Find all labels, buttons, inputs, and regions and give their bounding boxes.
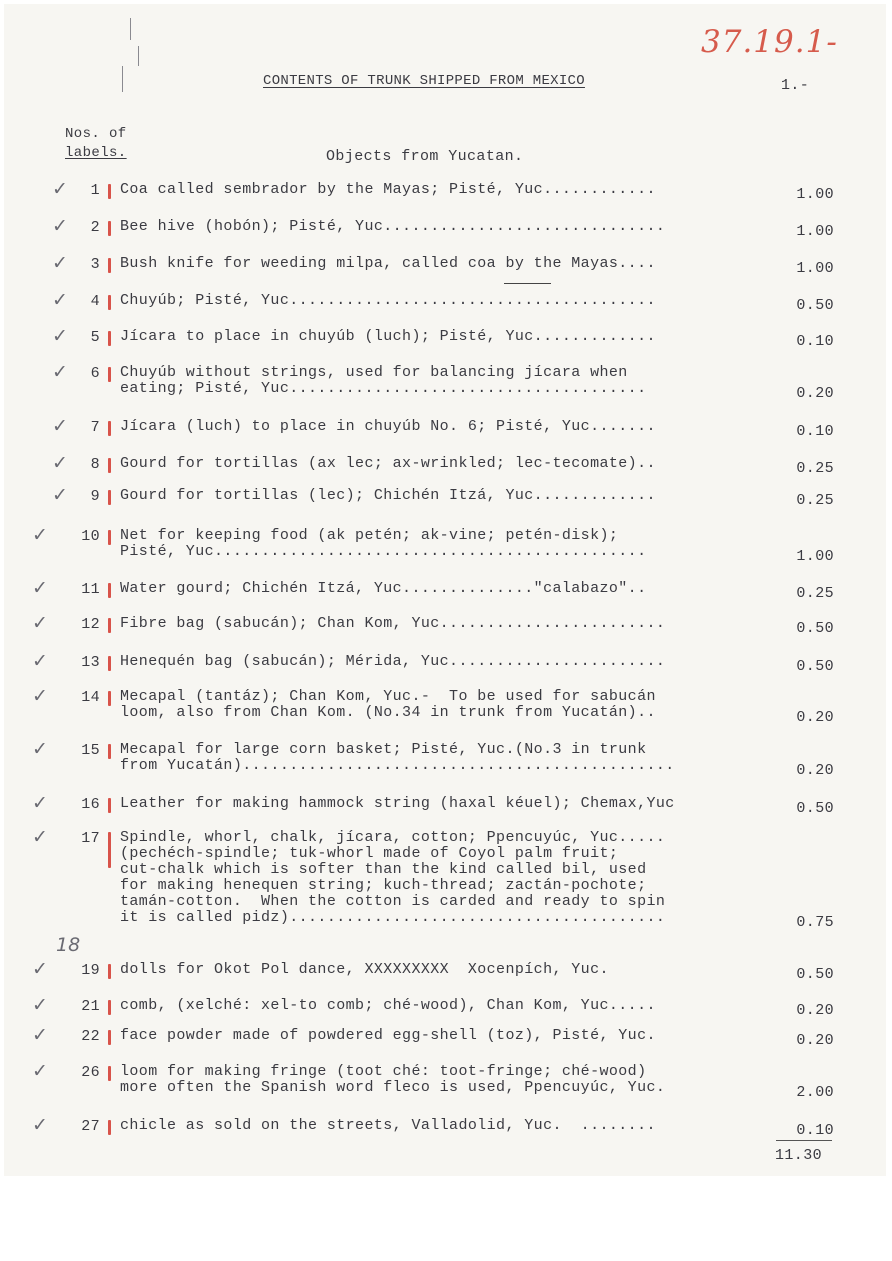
check-mark-icon: ✓ — [52, 361, 69, 383]
item-value: 0.50 — [796, 658, 834, 675]
red-mark — [108, 530, 111, 545]
accession-number: 37.19.1- — [701, 24, 838, 60]
check-mark-icon: ✓ — [32, 612, 49, 634]
item-number: 5 — [90, 329, 100, 346]
item-description: Leather for making hammock string (haxal kéuel); Chemax,Yuc — [120, 795, 675, 812]
handwritten-underline — [504, 283, 551, 284]
item-description: Net for keeping food (ak petén; ak-vine; petén-disk); Pisté, Yuc.............................................. — [120, 527, 647, 560]
item-value: 0.20 — [796, 1002, 834, 1019]
item-description: Water gourd; Chichén Itzá, Yuc.............."calabazo".. — [120, 580, 647, 597]
check-mark-icon: ✓ — [32, 994, 49, 1016]
item-value: 0.20 — [796, 762, 834, 779]
red-mark — [108, 798, 111, 813]
column-header — [65, 125, 127, 163]
item-description: Chuyúb; Pisté, Yuc....................................... — [120, 292, 656, 309]
check-mark-icon: ✓ — [32, 685, 49, 707]
item-value: 0.50 — [796, 966, 834, 983]
sum-line — [776, 1140, 832, 1141]
handwritten-number: 18 — [56, 934, 81, 956]
check-mark-icon: ✓ — [32, 650, 49, 672]
item-description: loom for making fringe (toot ché: toot-fringe; ché-wood) more often the Spanish word fleco is used, Ppencuyúc, Yuc. — [120, 1063, 666, 1096]
item-value: 0.10 — [796, 333, 834, 350]
red-mark — [108, 295, 111, 310]
item-description: Bee hive (hobón); Pisté, Yuc.............................. — [120, 218, 666, 235]
item-description: Gourd for tortillas (ax lec; ax-wrinkled; lec-tecomate).. — [120, 455, 656, 472]
column-header-line1: Nos. of — [65, 126, 127, 142]
check-mark-icon: ✓ — [32, 792, 49, 814]
item-number: 12 — [81, 616, 100, 633]
check-mark-icon: ✓ — [32, 1060, 49, 1082]
check-mark-icon: ✓ — [52, 215, 69, 237]
item-value: 2.00 — [796, 1084, 834, 1101]
check-mark-icon: ✓ — [32, 1024, 49, 1046]
item-description: Henequén bag (sabucán); Mérida, Yuc....................... — [120, 653, 666, 670]
red-mark — [108, 1120, 111, 1135]
check-mark-icon: ✓ — [32, 738, 49, 760]
item-value: 0.25 — [796, 492, 834, 509]
item-description: Fibre bag (sabucán); Chan Kom, Yuc........................ — [120, 615, 666, 632]
red-mark — [108, 184, 111, 199]
item-description: Jícara to place in chuyúb (luch); Pisté, Yuc............. — [120, 328, 656, 345]
check-mark-icon: ✓ — [52, 325, 69, 347]
red-mark — [108, 583, 111, 598]
item-value: 0.20 — [796, 1032, 834, 1049]
page-title: CONTENTS OF TRUNK SHIPPED FROM MEXICO — [263, 73, 585, 89]
red-mark — [108, 258, 111, 273]
document-page — [4, 4, 886, 1176]
item-description: comb, (xelché: xel-to comb; ché-wood), Chan Kom, Yuc..... — [120, 997, 656, 1014]
red-mark — [108, 367, 111, 382]
item-description: Coa called sembrador by the Mayas; Pisté, Yuc............ — [120, 181, 656, 198]
red-mark — [108, 656, 111, 671]
section-title: Objects from Yucatan. — [326, 148, 524, 165]
item-description: face powder made of powdered egg-shell (toz), Pisté, Yuc. — [120, 1027, 656, 1044]
red-mark — [108, 221, 111, 236]
item-number: 22 — [81, 1028, 100, 1045]
item-number: 15 — [81, 742, 100, 759]
red-mark — [108, 691, 111, 706]
item-number: 17 — [81, 830, 100, 847]
item-value: 1.00 — [796, 548, 834, 565]
item-number: 7 — [90, 419, 100, 436]
item-description: Spindle, whorl, chalk, jícara, cotton; Ppencuyúc, Yuc..... (pechéch-spindle; tuk-whorl made of Coyol palm fruit; cut-chalk which is softer than the kind called bil, used for making henequen string; kuch-thread; zactán-pochote; tamán-cotton. When the cotton is carded and ready to spin it is called pidz)........................................ — [120, 829, 666, 926]
column-header-line2: labels. — [65, 145, 127, 161]
check-mark-icon: ✓ — [32, 826, 49, 848]
item-value: 0.20 — [796, 709, 834, 726]
item-value: 0.75 — [796, 914, 834, 931]
item-description: dolls for Okot Pol dance, XXXXXXXXX Xocenpích, Yuc. — [120, 961, 609, 978]
item-number: 11 — [81, 581, 100, 598]
item-number: 16 — [81, 796, 100, 813]
total-value: 11.30 — [775, 1147, 823, 1164]
pencil-mark — [130, 18, 131, 40]
item-description: Bush knife for weeding milpa, called coa by the Mayas.... — [120, 255, 656, 272]
pencil-mark — [138, 46, 139, 66]
check-mark-icon: ✓ — [32, 524, 49, 546]
check-mark-icon: ✓ — [52, 452, 69, 474]
check-mark-icon: ✓ — [32, 958, 49, 980]
item-value: 0.50 — [796, 800, 834, 817]
item-description: chicle as sold on the streets, Valladolid, Yuc. ........ — [120, 1117, 656, 1134]
item-number: 8 — [90, 456, 100, 473]
item-number: 9 — [90, 488, 100, 505]
check-mark-icon: ✓ — [52, 415, 69, 437]
item-value: 0.50 — [796, 297, 834, 314]
item-value: 0.25 — [796, 460, 834, 477]
check-mark-icon: ✓ — [52, 252, 69, 274]
item-value: 1.00 — [796, 260, 834, 277]
item-number: 26 — [81, 1064, 100, 1081]
item-description: Gourd for tortillas (lec); Chichén Itzá, Yuc............. — [120, 487, 656, 504]
item-description: Mecapal for large corn basket; Pisté, Yuc.(No.3 in trunk from Yucatán).............................................. — [120, 741, 675, 774]
item-number: 19 — [81, 962, 100, 979]
item-description: Mecapal (tantáz); Chan Kom, Yuc.- To be used for sabucán loom, also from Chan Kom. (No.34 in trunk from Yucatán).. — [120, 688, 656, 721]
check-mark-icon: ✓ — [32, 577, 49, 599]
item-value: 0.25 — [796, 585, 834, 602]
item-value: 0.10 — [796, 423, 834, 440]
item-description: Chuyúb without strings, used for balancing jícara when eating; Pisté, Yuc...................................... — [120, 364, 647, 397]
item-value: 0.50 — [796, 620, 834, 637]
item-number: 13 — [81, 654, 100, 671]
item-number: 27 — [81, 1118, 100, 1135]
red-mark — [108, 458, 111, 473]
red-mark — [108, 1030, 111, 1045]
item-value: 0.10 — [796, 1122, 834, 1139]
item-number: 6 — [90, 365, 100, 382]
item-number: 4 — [90, 293, 100, 310]
check-mark-icon: ✓ — [32, 1114, 49, 1136]
red-mark — [108, 618, 111, 633]
red-mark — [108, 964, 111, 979]
pencil-mark — [122, 66, 123, 92]
red-mark — [108, 331, 111, 346]
red-mark — [108, 1000, 111, 1015]
check-mark-icon: ✓ — [52, 484, 69, 506]
red-mark — [108, 832, 111, 868]
red-mark — [108, 1066, 111, 1081]
page-number: 1.- — [781, 77, 810, 94]
red-mark — [108, 744, 111, 759]
item-number: 14 — [81, 689, 100, 706]
red-mark — [108, 490, 111, 505]
item-number: 21 — [81, 998, 100, 1015]
item-number: 1 — [90, 182, 100, 199]
red-mark — [108, 421, 111, 436]
item-value: 1.00 — [796, 223, 834, 240]
item-value: 0.20 — [796, 385, 834, 402]
item-number: 2 — [90, 219, 100, 236]
item-value: 1.00 — [796, 186, 834, 203]
item-number: 10 — [81, 528, 100, 545]
item-description: Jícara (luch) to place in chuyúb No. 6; Pisté, Yuc....... — [120, 418, 656, 435]
check-mark-icon: ✓ — [52, 289, 69, 311]
check-mark-icon: ✓ — [52, 178, 69, 200]
item-number: 3 — [90, 256, 100, 273]
